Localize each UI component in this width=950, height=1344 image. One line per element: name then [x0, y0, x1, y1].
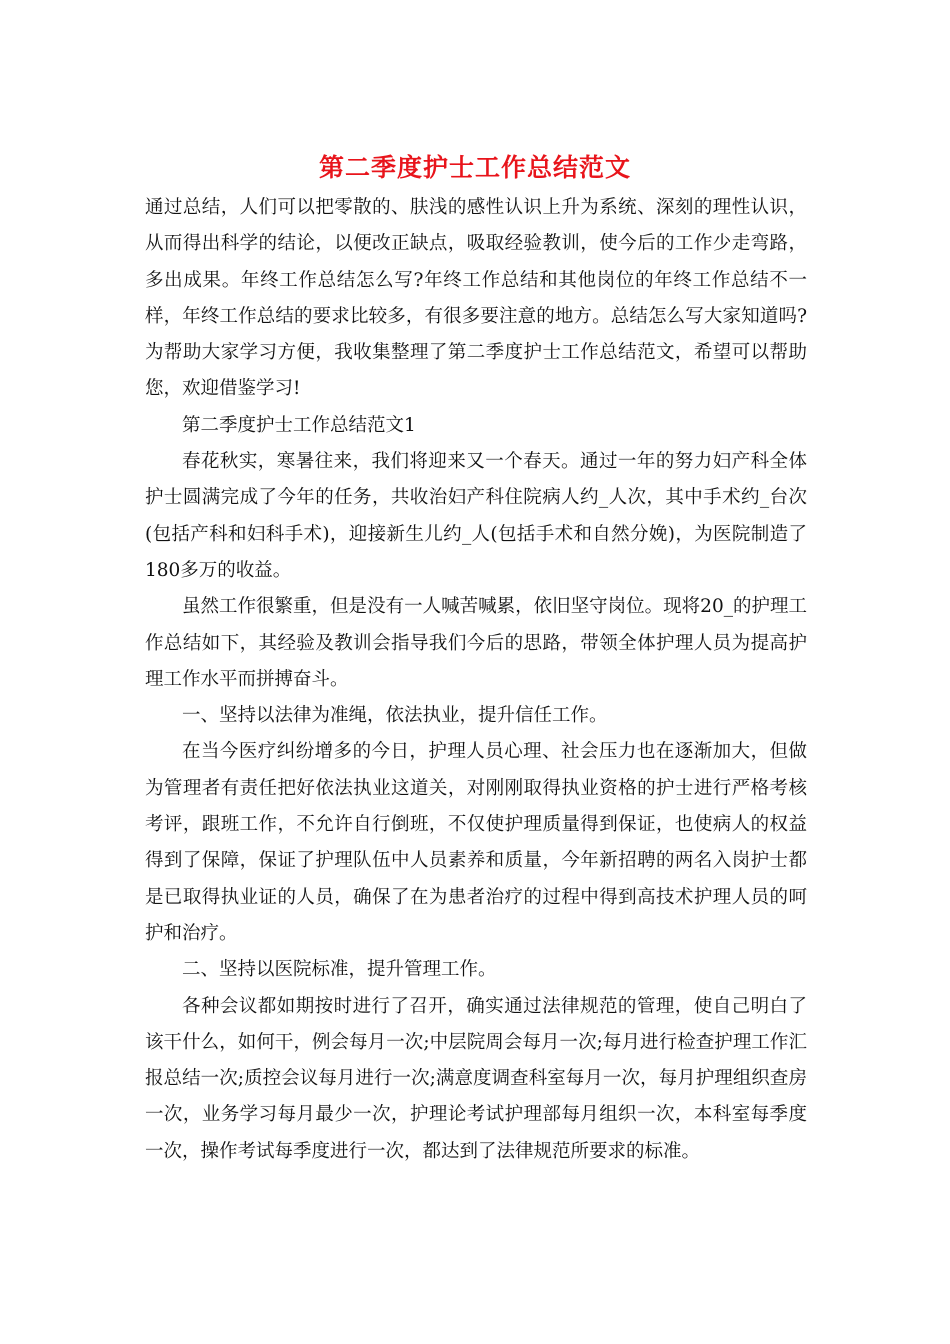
- paragraph: 在当今医疗纠纷增多的今日，护理人员心理、社会压力也在逐渐加大，但做为管理者有责任把好依法执业这道关，对刚刚取得执业资格的护士进行严格考核考评，跟班工作，不允许自行倒班，不仅使护理质量得到保证，也使病人的权益得到了保障，保证了护理队伍中人员素养和质量，今年新招聘的两名入岗护士都是已取得执业证的人员，确保了在为患者治疗的过程中得到高技术护理人员的呵护和治疗。: [145, 741, 807, 944]
- intro-paragraph: 通过总结，人们可以把零散的、肤浅的感性认识上升为系统、深刻的理性认识，从而得出科学的结论，以便改正缺点，吸取经验教训，使今后的工作少走弯路，多出成果。年终工作总结怎么写?年终工作总结和其他岗位的年终工作总结不一样，年终工作总结的要求比较多，有很多要注意的地方。总结怎么写大家知道吗?为帮助大家学习方便，我收集整理了第二季度护士工作总结范文，希望可以帮助您，欢迎借鉴学习!: [145, 197, 807, 400]
- paragraph: 各种会议都如期按时进行了召开，确实通过法律规范的管理，使自己明白了该干什么，如何干，例会每月一次;中层院周会每月一次;每月进行检查护理工作汇报总结一次;质控会议每月进行一次;满意度调查科室每月一次，每月护理组织查房一次，业务学习每月最少一次，护理论考试护理部每月组织一次，本科室每季度一次，操作考试每季度进行一次，都达到了法律规范所要求的标准。: [145, 995, 807, 1162]
- section-heading-2: 二、坚持以医院标准，提升管理工作。: [182, 959, 497, 981]
- paragraph: 虽然工作很繁重，但是没有一人喊苦喊累，依旧坚守岗位。现将20_的护理工作总结如下，其经验及教训会指导我们今后的思路，带领全体护理人员为提高护理工作水平而拼搏奋斗。: [145, 596, 807, 690]
- document-body: [145, 190, 807, 1170]
- section-heading-1: 一、坚持以法律为准绳，依法执业，提升信任工作。: [182, 705, 608, 727]
- section-heading-sample-1: 第二季度护士工作总结范文1: [182, 414, 416, 436]
- paragraph: 春花秋实，寒暑往来，我们将迎来又一个春天。通过一年的努力妇产科全体护士圆满完成了今年的任务，共收治妇产科住院病人约_人次，其中手术约_台次(包括产科和妇科手术)，迎接新生儿约_人(包括手术和自然分娩)，为医院制造了180多万的收益。: [145, 451, 807, 581]
- document-title: 第二季度护士工作总结范文: [318, 153, 631, 182]
